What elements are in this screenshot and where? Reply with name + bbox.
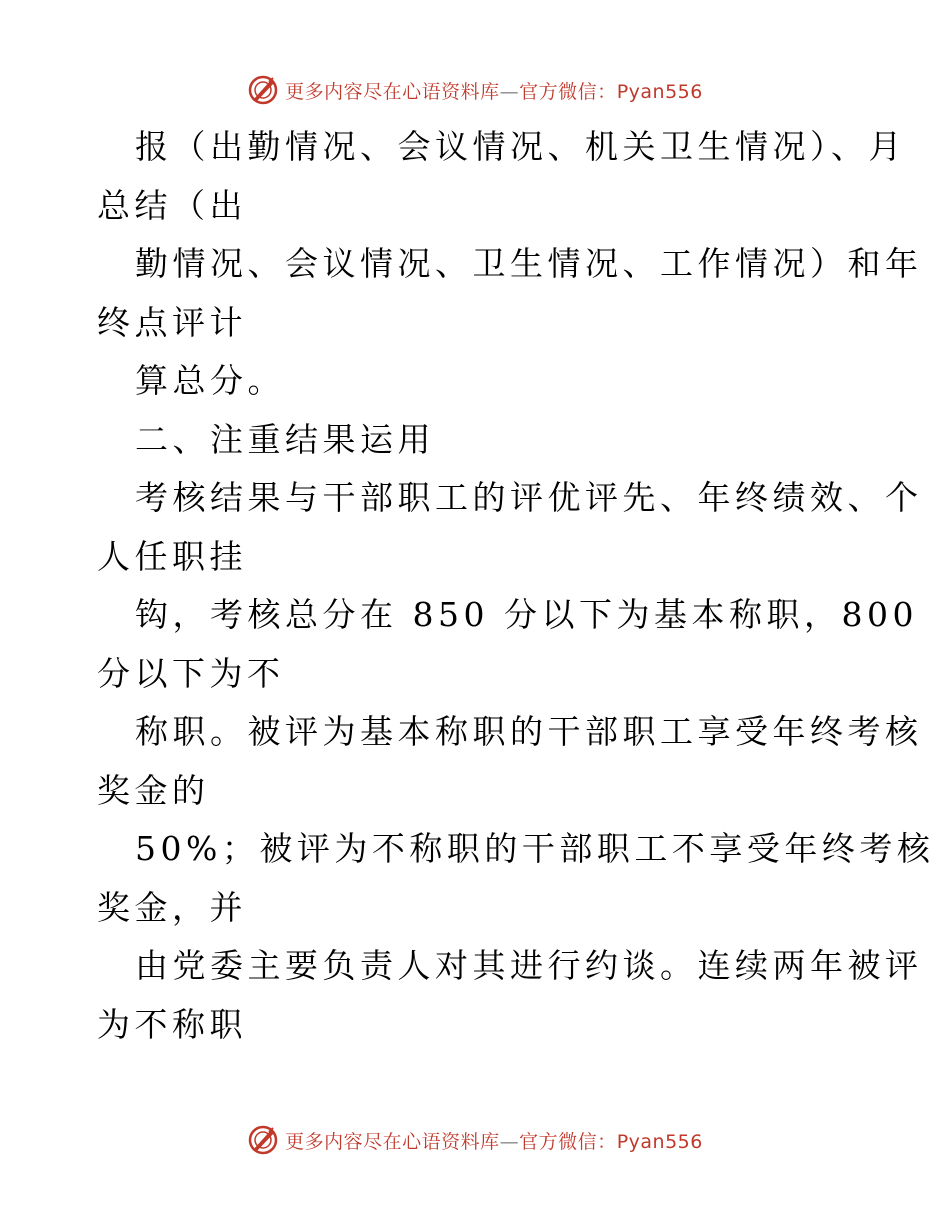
footer-wechat-id: Pyan556 — [616, 1130, 703, 1153]
footer-wechat-label: 官方微信： — [519, 1130, 617, 1153]
header-separator: — — [499, 80, 520, 103]
quill-logo-icon — [247, 1124, 279, 1156]
body-line: 人任职挂 — [97, 536, 247, 576]
quill-logo-icon — [247, 74, 279, 106]
body-line: 算总分。 — [135, 361, 285, 400]
body-line: 报（出勤情况、会议情况、机关卫生情况）、月 — [135, 127, 906, 166]
body-line: 称职。被评为基本称职的干部职工享受年终考核 — [135, 712, 923, 751]
header-brand-text: 更多内容尽在心语资料库 — [285, 80, 500, 103]
body-line: 50%；被评为不称职的干部职工不享受年终考核 — [135, 829, 935, 868]
document-body — [97, 118, 935, 1054]
header-banner — [0, 72, 950, 108]
footer-brand-text: 更多内容尽在心语资料库 — [285, 1130, 500, 1153]
body-line: 奖金，并 — [97, 887, 247, 927]
body-line: 考核结果与干部职工的评优评先、年终绩效、个 — [135, 478, 923, 517]
footer-banner — [0, 1122, 950, 1158]
body-line: 分以下为不 — [97, 653, 285, 693]
body-line: 奖金的 — [97, 770, 210, 810]
header-wechat-label: 官方微信： — [519, 80, 617, 103]
body-line: 勤情况、会议情况、卫生情况、工作情况）和年 — [135, 244, 923, 283]
section-heading: 二、注重结果运用 — [135, 419, 435, 459]
header-wechat-id: Pyan556 — [616, 80, 703, 103]
body-line: 总结（出 — [97, 185, 247, 225]
footer-text — [285, 1127, 703, 1154]
body-line: 为不称职 — [97, 1004, 247, 1044]
footer-separator: — — [499, 1130, 520, 1153]
body-line: 终点评计 — [97, 302, 247, 342]
body-line: 由党委主要负责人对其进行约谈。连续两年被评 — [135, 946, 923, 985]
body-line: 钩，考核总分在 850 分以下为基本称职，800 — [135, 595, 918, 634]
header-text — [285, 77, 703, 104]
